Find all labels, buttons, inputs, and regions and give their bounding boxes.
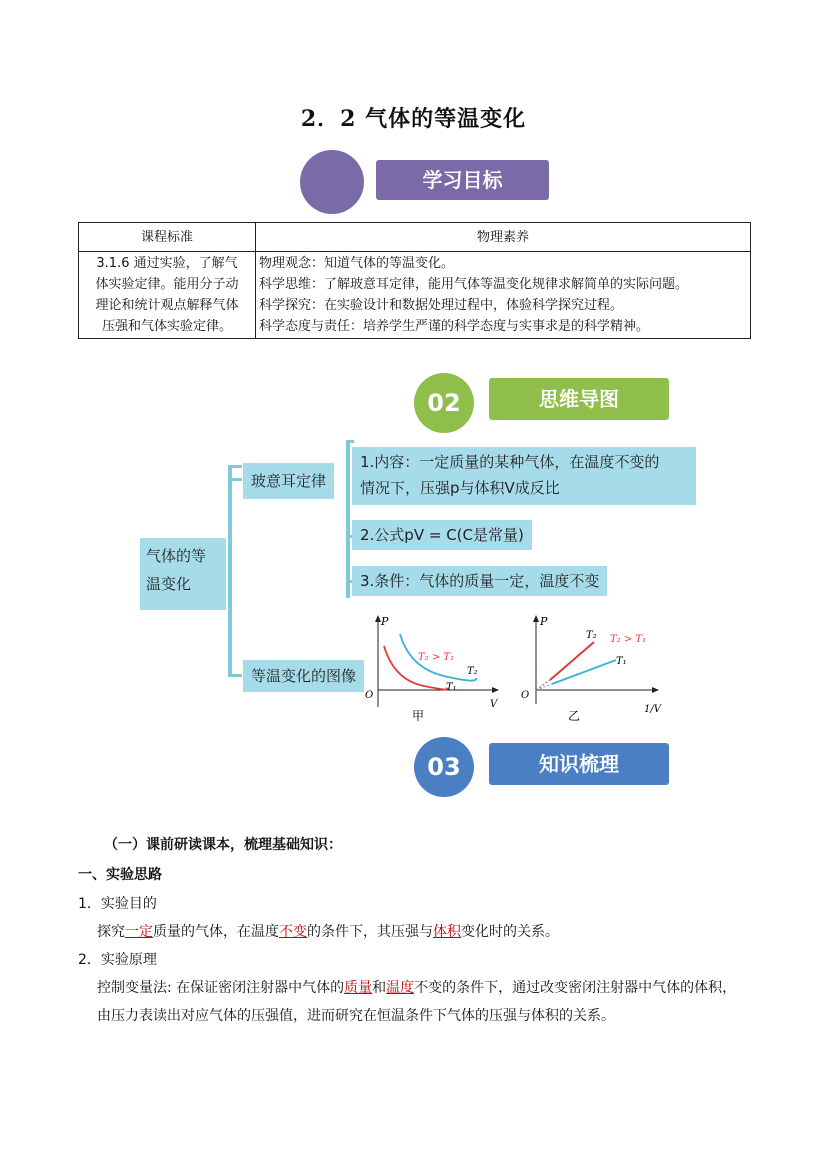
text-fragment: 探究 (97, 924, 125, 940)
curriculum-line: 理论和统计观点解释气体 (95, 298, 239, 313)
formula-label: 2.公式pV = C(C是常量) (360, 526, 524, 544)
connector (228, 465, 232, 677)
banner-mindmap-number: 02 (427, 389, 461, 417)
definition-line: 情况下，压强p与体积V成反比 (360, 479, 560, 497)
branch-boyle-label: 玻意耳定律 (251, 472, 327, 490)
x-label: 1/V (644, 704, 661, 715)
literacy-line: 科学探究：在实验设计和数据处理过程中，体验科学探究过程。 (259, 298, 624, 313)
definition-line: 1.内容：一定质量的某种气体，在温度不变的 (360, 453, 660, 471)
banner-knowledge-label: 知识梳理 (539, 752, 619, 776)
banner-knowledge-circle (414, 737, 474, 797)
extension-t2 (536, 680, 550, 690)
connector (346, 440, 350, 598)
mindmap-branch-boyle (243, 463, 334, 499)
literacy-line: 科学态度与责任：培养学生严谨的科学态度与实事求是的科学精神。 (259, 319, 650, 334)
banner-mindmap (489, 378, 669, 420)
graph-caption: 甲 (412, 709, 425, 723)
branch-graphs-label: 等温变化的图像 (251, 667, 357, 685)
blank-answer: 温度 (386, 980, 415, 996)
curriculum-cell (79, 252, 256, 339)
item-principle-text (97, 974, 757, 1002)
connector (232, 478, 242, 481)
x-label: V (490, 699, 498, 710)
root-line: 温变化 (146, 575, 192, 593)
text-fragment: 的条件下，其压强与 (307, 924, 433, 940)
mindmap-content-formula (352, 520, 532, 550)
blank-answer: 不变 (279, 924, 307, 940)
y-label: P (540, 615, 548, 628)
literacy-line: 科学思维：了解玻意耳定律，能用气体等温变化规律求解简单的实际问题。 (259, 277, 689, 292)
curriculum-line: 压强和气体实验定律。 (101, 319, 232, 334)
text-fragment: 不变的条件下，通过改变密闭注射器中气体的体积， (414, 980, 737, 996)
condition-label: 3.条件：气体的质量一定，温度不变 (360, 572, 600, 590)
relation-label: T₂ > T₁ (418, 652, 455, 663)
banner-learning-goals-label: 学习目标 (422, 168, 503, 192)
connector (228, 465, 242, 468)
literacy-cell (256, 252, 751, 339)
origin-label: O (521, 690, 530, 701)
item-principle-text-line2: 由压力表读出对应气体的压强值，进而研究在恒温条件下气体的压强与体积的关系。 (97, 1008, 615, 1024)
t1-label: T₁ (616, 656, 627, 667)
literacy-line: 物理观念：知道气体的等温变化。 (259, 256, 455, 271)
x-arrow (652, 687, 659, 693)
text-fragment: 质量的气体，在温度 (153, 924, 279, 940)
text-fragment: 变化时的关系。 (461, 924, 559, 940)
mindmap-content-condition (352, 566, 607, 596)
t1-label: T₁ (446, 682, 457, 693)
text-fragment: 和 (372, 980, 387, 996)
table-header-curriculum: 课程标准 (79, 223, 256, 252)
isochore-t2 (550, 642, 594, 680)
y-arrow (533, 615, 539, 622)
section-intro: （一）课前研读课本，梳理基础知识： (104, 837, 342, 853)
text-fragment: 控制变量法: 在保证密闭注射器中气体的 (97, 980, 345, 996)
item-purpose-label: 1．实验目的 (78, 896, 157, 912)
origin-label: O (365, 690, 374, 701)
graph-p-inverse-v (516, 612, 666, 727)
connector (346, 440, 354, 443)
isochore-t1 (552, 660, 616, 684)
t2-label: T₂ (586, 630, 597, 641)
banner-mindmap-circle (414, 373, 474, 433)
item-principle-label: 2．实验原理 (78, 952, 157, 968)
banner-knowledge-number: 03 (427, 753, 461, 781)
x-arrow (492, 687, 499, 693)
relation-label: T₂ > T₁ (610, 634, 647, 645)
heading-experiment-idea: 一、实验思路 (78, 867, 162, 883)
t2-label: T₂ (467, 666, 478, 677)
blank-answer: 体积 (433, 924, 461, 940)
connector (228, 674, 242, 677)
banner-mindmap-label: 思维导图 (539, 387, 619, 411)
graph-pv (364, 612, 504, 727)
page-title: 2．2 气体的等温变化 (300, 106, 527, 132)
banner-learning-goals-circle (300, 150, 364, 214)
blank-answer: 质量 (344, 980, 373, 996)
blank-answer: 一定 (125, 924, 153, 940)
curriculum-line: 3.1.6 通过实验，了解气 (96, 256, 238, 271)
banner-learning-goals (376, 160, 549, 200)
root-line: 气体的等 (146, 547, 207, 565)
item-purpose-text (97, 918, 559, 946)
goals-table (78, 222, 751, 339)
y-label: P (381, 615, 389, 628)
mindmap-content-definition (352, 447, 696, 505)
table-header-literacy: 物理素养 (256, 223, 751, 252)
curriculum-line: 体实验定律。能用分子动 (95, 277, 239, 292)
graph-caption: 乙 (568, 709, 581, 723)
mindmap-branch-graphs (243, 660, 364, 692)
mindmap-root (140, 538, 226, 610)
banner-knowledge (489, 743, 669, 785)
